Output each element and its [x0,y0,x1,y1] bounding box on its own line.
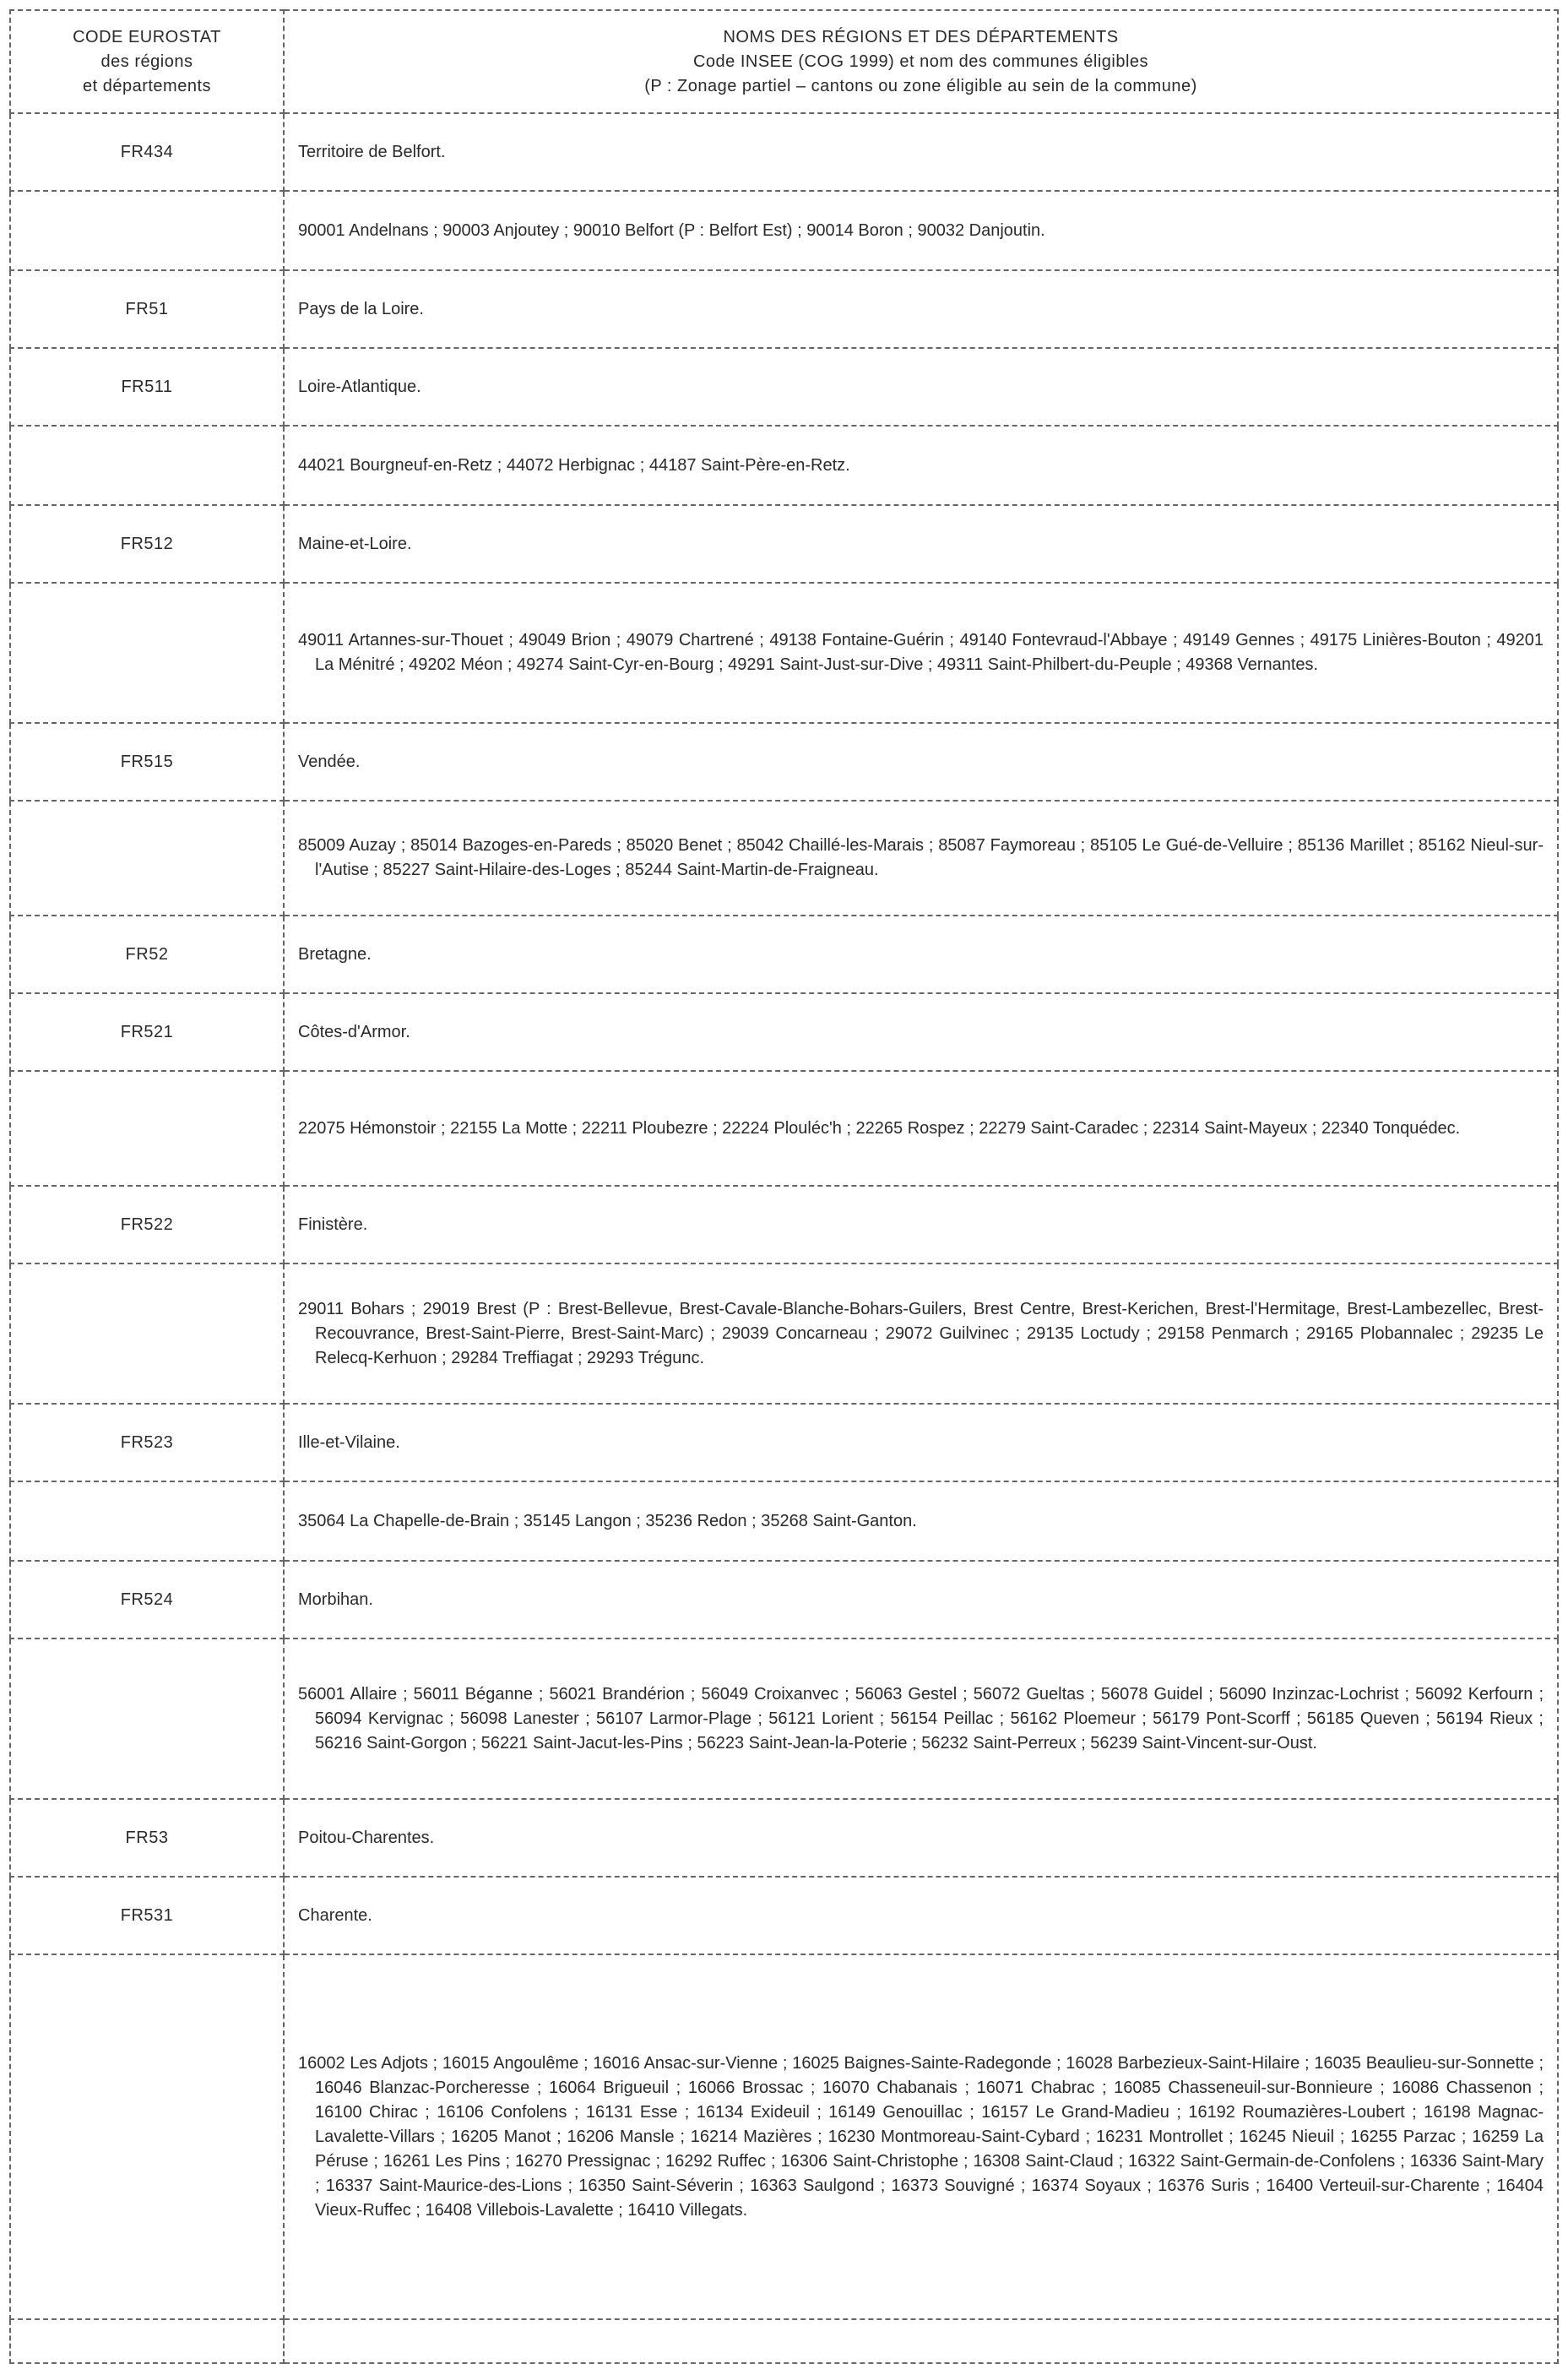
table-row [10,191,1558,270]
region-code: FR52 [10,916,284,993]
header-line: CODE EUROSTAT [73,27,221,46]
communes-list [284,583,1558,723]
communes-list [284,1954,1558,2319]
table-row [10,801,1558,916]
header-line: (P : Zonage partiel – cantons ou zone éligible au sein de la commune) [644,76,1197,95]
table-row [10,583,1558,723]
header-line: NOMS DES RÉGIONS ET DES DÉPARTEMENTS [723,27,1119,46]
table-header [10,10,1558,113]
table-row [10,993,1558,1071]
region-name: Ille-et-Vilaine. [284,1404,1558,1481]
communes-list [284,1638,1558,1799]
communes-list [284,1481,1558,1561]
region-code: FR51 [10,270,284,348]
region-code [10,191,284,270]
communes-list [284,1264,1558,1404]
communes-text: 29011 Bohars ; 29019 Brest (P : Brest-Bellevue, Brest-Cavale-Blanche-Bohars-Guilers, Brest Centre, Brest-Kerichen, Brest-l'Hermitage, Brest-Lambezellec, Brest-Recouvrance, Brest-Saint-Pierre, Brest-Saint-Marc) ; 29039 Concarneau ; 29072 Guilvinec ; 29135 Loctudy ; 29158 Penmarch ; 29165 Plobannalec ; 29235 Le Relecq-Kerhuon ; 29284 Treffiagat ; 29293 Trégunc. [298,1299,1544,1367]
region-code: FR522 [10,1186,284,1264]
region-name: Territoire de Belfort. [284,113,1558,191]
communes-text: 49011 Artannes-sur-Thouet ; 49049 Brion ; 49079 Chartrené ; 49138 Fontaine-Guérin ; 49140 Fontevraud-l'Abbaye ; 49149 Gennes ; 49175 Linières-Bouton ; 49201 La Ménitré ; 49202 Méon ; 49274 Saint-Cyr-en-Bourg ; 49291 Saint-Just-sur-Dive ; 49311 Saint-Philbert-du-Peuple ; 49368 Vernantes. [298,631,1544,674]
table-row [10,1561,1558,1638]
region-name: Charente. [284,1877,1558,1954]
region-code [10,1264,284,1404]
region-code: FR524 [10,1561,284,1638]
table-row [10,426,1558,505]
region-name: Morbihan. [284,1561,1558,1638]
table-row [10,1071,1558,1186]
region-name: Loire-Atlantique. [284,348,1558,426]
region-code [10,801,284,916]
table-row [10,916,1558,993]
table-row [10,113,1558,191]
table-row [10,1638,1558,1799]
region-code: FR521 [10,993,284,1071]
region-code: FR512 [10,505,284,583]
table-row [10,1877,1558,1954]
communes-text: 90001 Andelnans ; 90003 Anjoutey ; 90010 Belfort (P : Belfort Est) ; 90014 Boron ; 90032 Danjoutin. [298,220,1045,240]
region-name: Vendée. [284,723,1558,801]
communes-text: 44021 Bourgneuf-en-Retz ; 44072 Herbignac ; 44187 Saint-Père-en-Retz. [298,455,850,475]
regions-table [9,9,1559,2364]
communes-text: 22075 Hémonstoir ; 22155 La Motte ; 22211 Ploubezre ; 22224 Plouléc'h ; 22265 Rospez ; 22279 Saint-Caradec ; 22314 Saint-Mayeux ; 22340 Tonquédec. [298,1118,1461,1138]
table-row [10,723,1558,801]
communes-list [284,426,1558,505]
region-code: FR523 [10,1404,284,1481]
communes-list [284,1071,1558,1186]
header-line: des régions [100,52,193,71]
communes-text: 85009 Auzay ; 85014 Bazoges-en-Pareds ; 85020 Benet ; 85042 Chaillé-les-Marais ; 85087 Faymoreau ; 85105 Le Gué-de-Velluire ; 85136 Marillet ; 85162 Nieul-sur-l'Autise ; 85227 Saint-Hilaire-des-Loges ; 85244 Saint-Martin-de-Fraigneau. [298,836,1544,879]
table-row [10,1186,1558,1264]
region-code: FR515 [10,723,284,801]
table-row [10,1264,1558,1404]
table-row [10,1481,1558,1561]
region-code [10,1954,284,2319]
region-code [10,583,284,723]
region-name: Pays de la Loire. [284,270,1558,348]
region-code [10,1638,284,1799]
empty-cell [10,2319,284,2363]
table-row [10,505,1558,583]
empty-cell [284,2319,1558,2363]
region-name: Bretagne. [284,916,1558,993]
region-code: FR531 [10,1877,284,1954]
communes-list [284,801,1558,916]
region-name: Finistère. [284,1186,1558,1264]
communes-text: 35064 La Chapelle-de-Brain ; 35145 Langon ; 35236 Redon ; 35268 Saint-Ganton. [298,1511,917,1530]
region-code [10,1481,284,1561]
region-code: FR511 [10,348,284,426]
table-row [10,1799,1558,1877]
header-line: et départements [82,76,212,95]
header-names [284,10,1558,113]
region-name: Maine-et-Loire. [284,505,1558,583]
header-line: Code INSEE (COG 1999) et nom des communes éligibles [692,52,1149,71]
table-row [10,1954,1558,2319]
region-name: Côtes-d'Armor. [284,993,1558,1071]
region-code [10,426,284,505]
region-code: FR53 [10,1799,284,1877]
table-row [10,1404,1558,1481]
table-row-continuation [10,2319,1558,2363]
region-code [10,1071,284,1186]
table-row [10,348,1558,426]
communes-text: 56001 Allaire ; 56011 Béganne ; 56021 Brandérion ; 56049 Croixanvec ; 56063 Gestel ; 56072 Gueltas ; 56078 Guidel ; 56090 Inzinzac-Lochrist ; 56092 Kerfourn ; 56094 Kervignac ; 56098 Lanester ; 56107 Larmor-Plage ; 56121 Lorient ; 56154 Peillac ; 56162 Ploemeur ; 56179 Pont-Scorff ; 56185 Queven ; 56194 Rieux ; 56216 Saint-Gorgon ; 56221 Saint-Jacut-les-Pins ; 56223 Saint-Jean-la-Poterie ; 56232 Saint-Perreux ; 56239 Saint-Vincent-sur-Oust. [298,1684,1544,1753]
communes-text: 16002 Les Adjots ; 16015 Angoulême ; 16016 Ansac-sur-Vienne ; 16025 Baignes-Sainte-Radegonde ; 16028 Barbezieux-Saint-Hilaire ; 16035 Beaulieu-sur-Sonnette ; 16046 Blanzac-Porcheresse ; 16064 Brigueuil ; 16066 Brossac ; 16070 Chabanais ; 16071 Chabrac ; 16085 Chasseneuil-sur-Bonnieure ; 16086 Chassenon ; 16100 Chirac ; 16106 Confolens ; 16131 Esse ; 16134 Exideuil ; 16149 Genouillac ; 16157 Le Grand-Madieu ; 16192 Roumazières-Loubert ; 16198 Magnac-Lavalette-Villars ; 16205 Manot ; 16206 Mansle ; 16214 Mazières ; 16230 Montmoreau-Saint-Cybard ; 16231 Montrollet ; 16245 Nieuil ; 16255 Parzac ; 16259 La Péruse ; 16261 Les Pins ; 16270 Pressignac ; 16292 Ruffec ; 16306 Saint-Christophe ; 16308 Saint-Claud ; 16322 Saint-Germain-de-Confolens ; 16336 Saint-Mary ; 16337 Saint-Maurice-des-Lions ; 16350 Saint-Séverin ; 16363 Saulgond ; 16373 Souvigné ; 16374 Soyaux ; 16376 Suris ; 16400 Verteuil-sur-Charente ; 16404 Vieux-Ruffec ; 16408 Villebois-Lavalette ; 16410 Villegats. [298,2053,1544,2220]
communes-list [284,191,1558,270]
region-name: Poitou-Charentes. [284,1799,1558,1877]
region-code: FR434 [10,113,284,191]
header-code-eurostat [10,10,284,113]
table-row [10,270,1558,348]
